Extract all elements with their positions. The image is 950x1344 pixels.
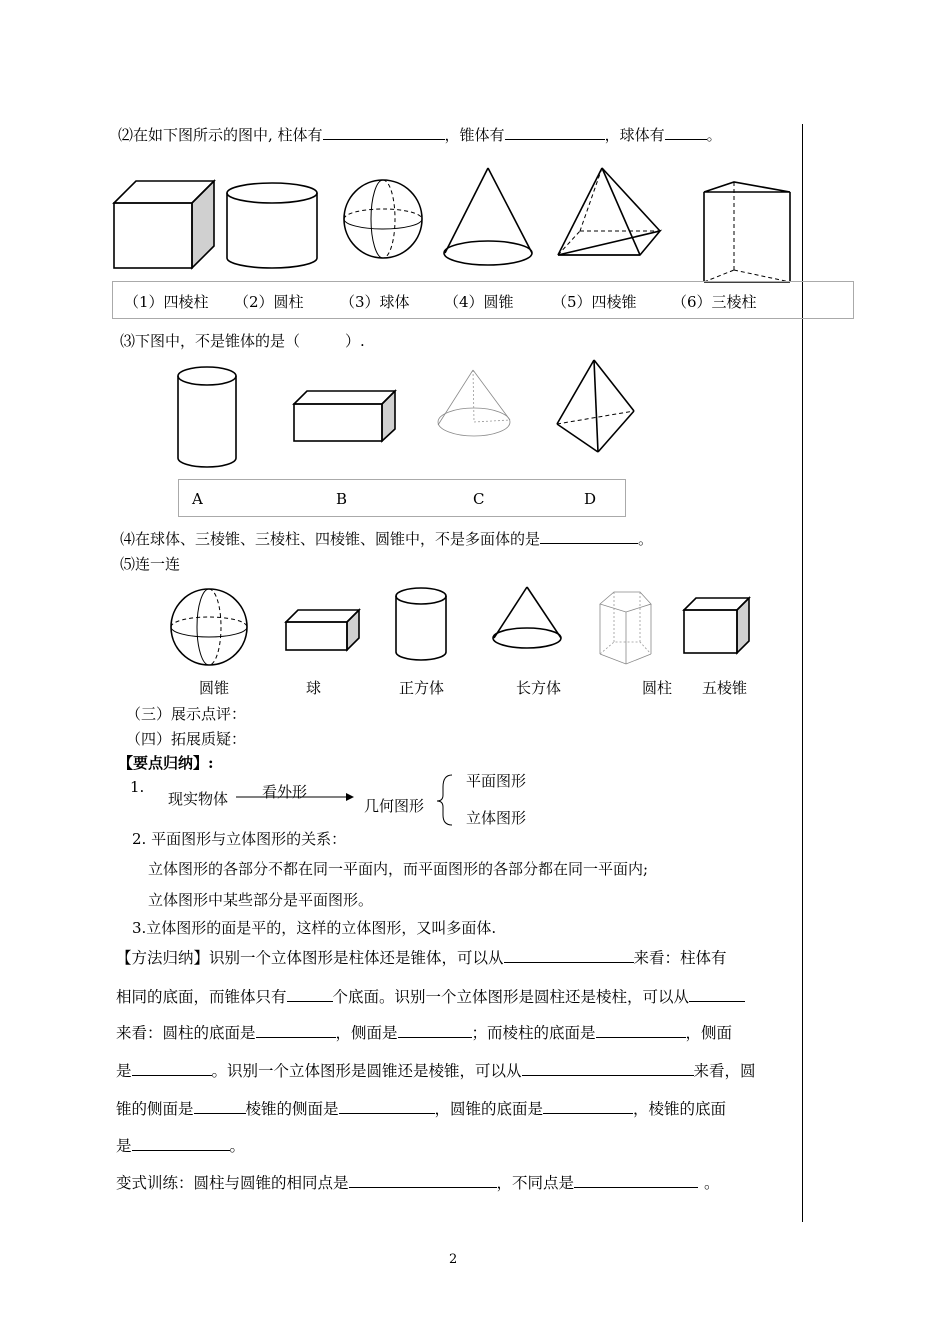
q2-prefix: ⑵在如下图所示的图中, 柱体有	[118, 126, 323, 144]
method-blank-11[interactable]	[543, 1099, 633, 1114]
method-l3d: ，侧面	[685, 1024, 733, 1042]
keypoints-plane-figure: 平面图形	[466, 772, 527, 790]
q3-question: ⑶下图中，不是锥体的是（ ）.	[120, 332, 365, 350]
section-3-title: （三）展示点评：	[126, 705, 247, 723]
method-l4b: 。识别一个立体图形是圆锥还是棱锥，可以从	[211, 1062, 522, 1080]
q2-label-6: （6）三棱柱	[672, 293, 757, 311]
page-number: 2	[449, 1252, 458, 1267]
q2-end: 。	[706, 126, 722, 144]
q5-name-1: 圆锥	[199, 679, 230, 697]
method-blank-10[interactable]	[339, 1099, 435, 1114]
method-l6a: 是	[116, 1137, 132, 1155]
q3-option-b[interactable]: B	[336, 490, 348, 508]
method-blank-3[interactable]	[689, 987, 745, 1002]
keypoints-solid-figure: 立体图形	[466, 809, 527, 827]
method-l1a: 【方法归纳】识别一个立体图形是柱体还是锥体，可以从	[116, 949, 504, 967]
method-line2	[116, 985, 745, 1007]
method-l4c: 来看，圆	[693, 1062, 756, 1080]
method-blank-8[interactable]	[522, 1061, 694, 1076]
method-line4	[116, 1059, 756, 1081]
keypoints-title: 【要点归纳】:	[118, 754, 214, 772]
q5-name-2: 球	[306, 679, 322, 697]
q3-option-a[interactable]: A	[192, 490, 203, 508]
q2-label-4: （4）圆锥	[444, 293, 514, 311]
method-blank-2[interactable]	[287, 987, 333, 1002]
q2-mid2: ，球体有	[604, 126, 665, 144]
method-l3c: ；而棱柱的底面是	[471, 1024, 596, 1042]
keypoints-geometric-figure: 几何图形	[364, 797, 425, 815]
keypoints-item1-num: 1.	[130, 778, 145, 796]
keypoints-real-object: 现实物体	[168, 790, 229, 808]
method-l3a: 来看：圆柱的底面是	[116, 1024, 256, 1042]
q2-label-5: （5）四棱锥	[552, 293, 637, 311]
method-blank-7[interactable]	[132, 1061, 212, 1076]
method-blank-4[interactable]	[256, 1023, 336, 1038]
brace-icon	[437, 775, 452, 825]
q4-end: 。	[638, 530, 654, 548]
q4-text: ⑷在球体、三棱锥、三棱柱、四棱锥、圆锥中，不是多面体的是	[120, 530, 541, 548]
method-line6	[116, 1134, 245, 1156]
variant-a: 变式训练：圆柱与圆锥的相同点是	[116, 1174, 349, 1192]
method-blank-6[interactable]	[596, 1023, 686, 1038]
method-line1	[116, 946, 727, 968]
section-4-title: （四）拓展质疑：	[126, 730, 247, 748]
method-blank-5[interactable]	[398, 1023, 472, 1038]
method-l6b: 。	[229, 1137, 246, 1155]
q3-option-c[interactable]: C	[473, 490, 485, 508]
variant-line	[116, 1171, 720, 1193]
keypoints-item2: 2. 平面图形与立体图形的关系：	[132, 830, 347, 848]
q2-mid1: ，锥体有	[444, 126, 505, 144]
method-blank-1[interactable]	[504, 948, 634, 963]
method-l2a: 相同的底面，而锥体只有	[116, 988, 287, 1006]
method-l1b: 来看：柱体有	[633, 949, 727, 967]
q3-option-d[interactable]: D	[584, 490, 597, 508]
variant-blank-same[interactable]	[349, 1173, 497, 1188]
method-l2b: 个底面。识别一个立体图形是圆柱还是棱柱，可以从	[332, 988, 690, 1006]
variant-c: 。	[704, 1174, 720, 1192]
q5-name-6: 五棱锥	[702, 679, 748, 697]
q2-label-3: （3）球体	[340, 293, 410, 311]
variant-b: ，不同点是	[496, 1174, 575, 1192]
method-l3b: ，侧面是	[335, 1024, 398, 1042]
method-blank-12[interactable]	[132, 1136, 230, 1151]
keypoints-item2-line2: 立体图形中某些部分是平面图形。	[148, 891, 374, 909]
q2-label-2: （2）圆柱	[234, 293, 304, 311]
method-blank-9[interactable]	[194, 1099, 246, 1114]
q5-name-5: 圆柱	[642, 679, 673, 697]
q5-name-4: 长方体	[516, 679, 562, 697]
method-line3	[116, 1021, 732, 1043]
q2-label-1: （1）四棱柱	[124, 293, 209, 311]
q5-name-3: 正方体	[399, 679, 445, 697]
keypoints-arrow-label: 看外形	[262, 783, 308, 801]
keypoints-item3: 3.立体图形的面是平的，这样的立体图形，又叫多面体.	[132, 919, 497, 937]
method-l5a: 锥的侧面是	[116, 1100, 194, 1118]
method-l5d: ，棱锥的底面	[633, 1100, 727, 1118]
variant-blank-diff[interactable]	[574, 1173, 698, 1188]
keypoints-item2-line1: 立体图形的各部分不都在同一平面内，而平面图形的各部分都在同一平面内;	[148, 860, 649, 878]
method-line5	[116, 1097, 726, 1119]
method-l5c: ，圆锥的底面是	[434, 1100, 544, 1118]
q5-question: ⑸连一连	[120, 555, 181, 573]
method-l5b: 棱锥的侧面是	[245, 1100, 339, 1118]
arrow-head-icon	[346, 793, 354, 801]
method-l4a: 是	[116, 1062, 132, 1080]
